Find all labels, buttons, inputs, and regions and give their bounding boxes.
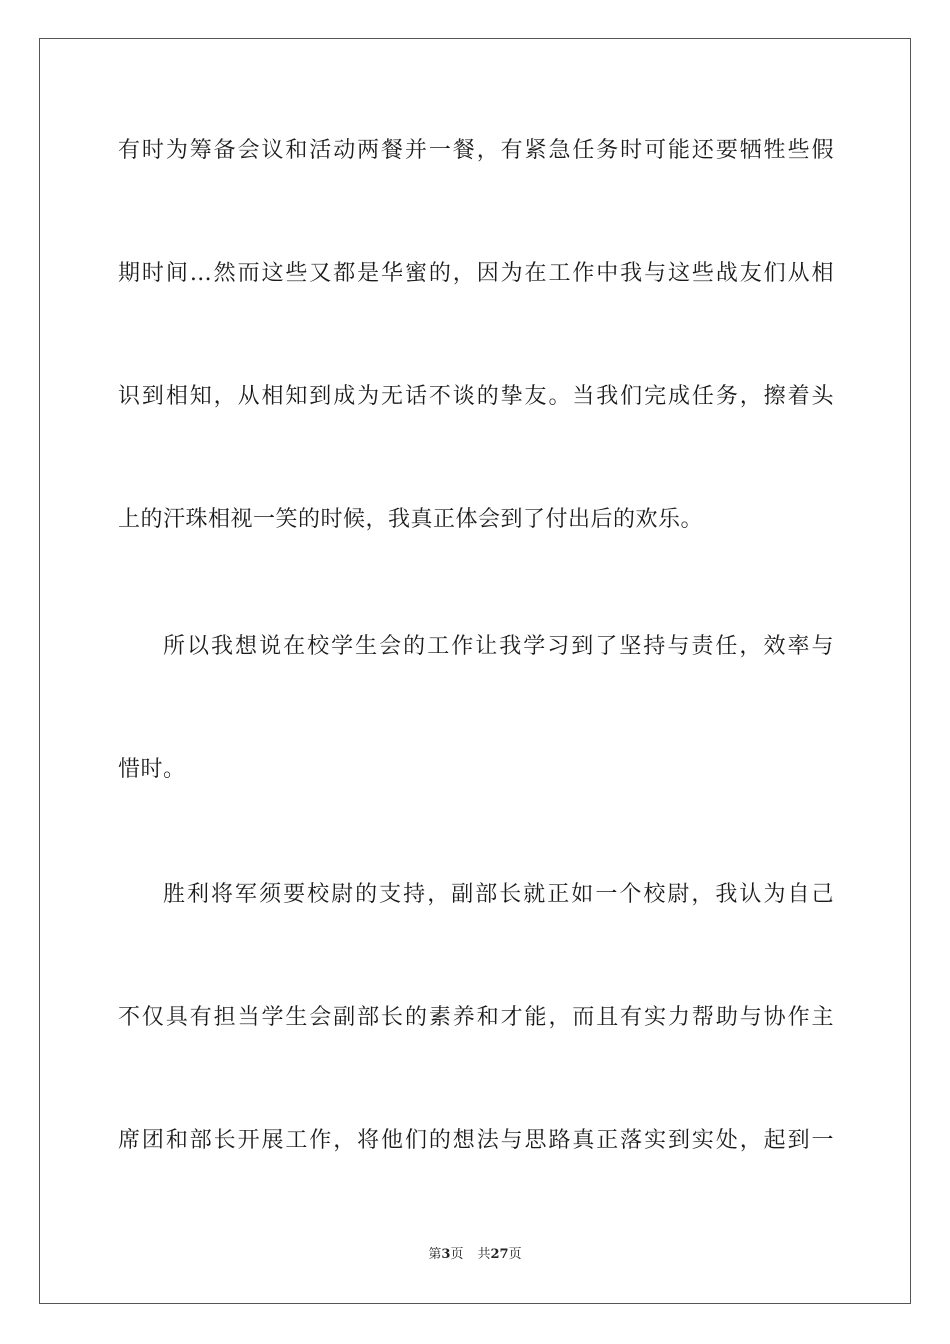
paragraph-line-2: 期时间…然而这些又都是华蜜的，因为在工作中我与这些战友们从相 [118, 261, 834, 286]
page-number-label: 第3页 [428, 1247, 464, 1262]
paragraph-line-8: 不仅具有担当学生会副部长的素养和才能，而且有实力帮助与协作主 [118, 1005, 834, 1030]
paragraph-line-3: 识到相知，从相知到成为无话不谈的挚友。当我们完成任务，擦着头 [118, 384, 834, 409]
paragraph-line-1: 有时为筹备会议和活动两餐并一餐，有紧急任务时可能还要牺牲些假 [118, 138, 834, 163]
paragraph-line-5: 所以我想说在校学生会的工作让我学习到了坚持与责任，效率与 [163, 634, 834, 659]
paragraph-line-6: 惜时。 [118, 757, 186, 782]
total-pages-label: 共27页 [477, 1247, 522, 1262]
paragraph-line-7: 胜利将军须要校尉的支持，副部长就正如一个校尉，我认为自己 [163, 882, 834, 907]
page-border [39, 38, 911, 1304]
page-footer [0, 1245, 950, 1265]
paragraph-line-9: 席团和部长开展工作，将他们的想法与思路真正落实到实处，起到一 [118, 1128, 834, 1153]
paragraph-line-4: 上的汗珠相视一笑的时候，我真正体会到了付出后的欢乐。 [118, 507, 704, 532]
